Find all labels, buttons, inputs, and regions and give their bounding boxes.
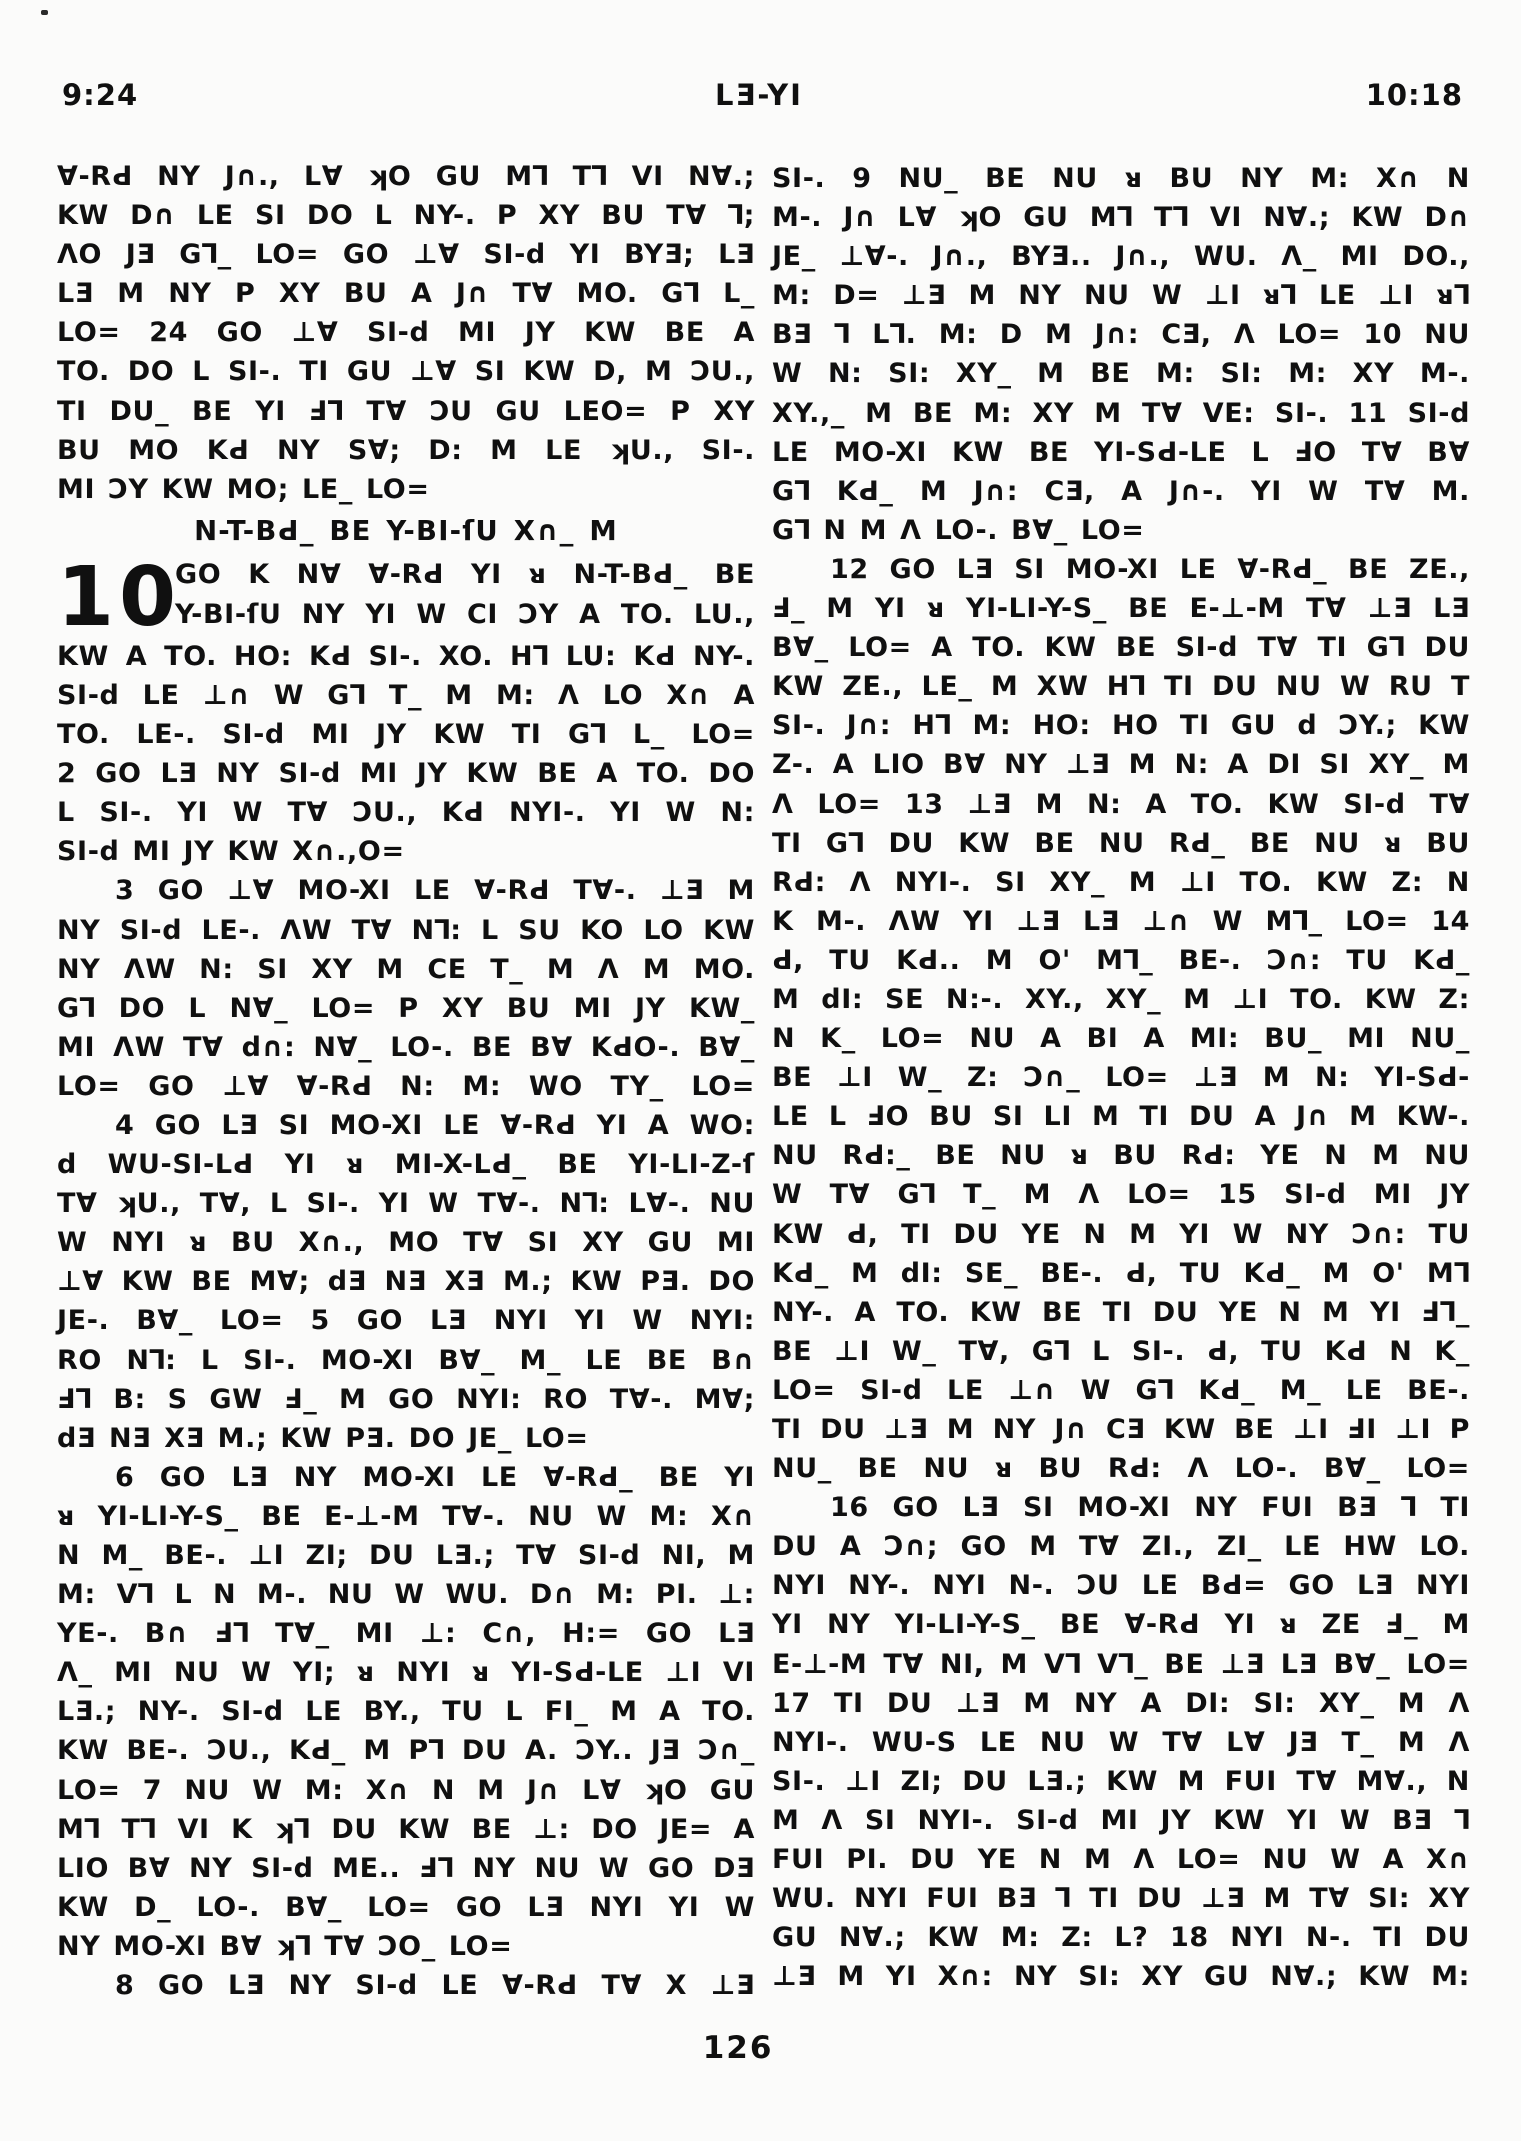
text-line: W T∀ G⅂ T_ M Λ LO= 15 SI-d MI JY	[772, 1179, 1470, 1211]
verse-number: 14	[1431, 905, 1470, 937]
verse-number: 13	[904, 788, 944, 820]
scan-artifact-dot	[41, 10, 48, 15]
header-verse-ref-right: 10:18	[1365, 78, 1463, 112]
text-line: G⅂ KԀ_ M J∩: CƎ, A J∩-. YI W T∀ M.	[772, 475, 1470, 507]
text-line: LƎ.; NY-. SI-d LE BY., TU L FI_ M A TO.	[57, 1696, 755, 1728]
chapter-opening-lines	[175, 555, 755, 635]
chapter-number-drop-cap: 10	[57, 549, 182, 645]
text-line: G⅂ N M Λ LO-. B∀_ LO=	[772, 514, 1145, 546]
text-line: M⅂ T⅂ VI K ʞ⅂ DU KW BE ⊥: DO JE= A	[57, 1813, 755, 1845]
text-line: MI ƆY KW MO; LE_ LO=	[57, 473, 430, 505]
text-line: XY.,_ M BE M: XY M T∀ VE: SI-. 11 SI-d	[772, 397, 1470, 429]
text-line: NYI-. WU-S LE NU W T∀ L∀ JƎ T_ M Λ	[772, 1726, 1470, 1758]
text-line: KW BE-. ƆU., KԀ_ M P⅂ DU A. ƆY.. JƎ Ɔ∩_	[57, 1735, 755, 1767]
text-line: 4 GO LƎ SI MO-XI LE ∀-RԀ YI A WO:	[115, 1109, 755, 1141]
text-line: 6 GO LƎ NY MO-XI LE ∀-RԀ_ BE YI	[115, 1461, 755, 1493]
chapter-block	[57, 549, 755, 645]
text-line: Y-BI-ſU NY YI W CI ƆY A TO. LU.,	[175, 598, 755, 630]
text-line: ⊥Ǝ M YI X∩: NY SI: XY GU N∀.; KW M:	[772, 1961, 1470, 1993]
text-line: W N: SI: XY_ M BE M: SI: M: XY M-.	[772, 358, 1470, 390]
verse-number: 9	[852, 163, 872, 194]
text-line: KW A TO. HO: KԀ SI-. XO. H⅂ LU: KԀ NY-.	[57, 640, 755, 672]
text-line: LIO B∀ NY SI-d ME.. Ⅎ⅂ NY NU W GO DƎ	[57, 1852, 755, 1884]
text-line: BE ⊥I W_ Z: Ɔ∩_ LO= ⊥Ǝ M N: YI-SԀ-	[772, 1062, 1470, 1094]
text-line: GO K N∀ ∀-RԀ YI ᴚ N-T-BԀ_ BE	[175, 558, 755, 590]
text-line: LE L ℲO BU SI LI M TI DU A J∩ M KW-.	[772, 1101, 1470, 1133]
text-line: N K_ LO= NU A BI A MI: BU_ MI NU_	[772, 1023, 1470, 1055]
text-line: NU_ BE NU ᴚ BU RԀ: Λ LO-. B∀_ LO=	[772, 1453, 1470, 1485]
text-line: NYI NY-. NYI N-. ƆU LE BԀ= GO LƎ NYI	[772, 1570, 1470, 1602]
text-line: M Λ SI NYI-. SI-d MI JY KW YI W BƎ ⅂	[772, 1804, 1470, 1836]
text-line: TO. DO L SI-. TI GU ⊥∀ SI KW D, M ƆU.,	[57, 356, 755, 388]
text-line: BƎ ⅂ L⅂. M: D M J∩: CƎ, Λ LO= 10 NU	[772, 319, 1470, 351]
text-line: 16 GO LƎ SI MO-XI NY FUI BƎ ⅂ TI	[830, 1492, 1470, 1524]
verse-number: 8	[115, 1970, 135, 2002]
text-line: Z-. A LIO B∀ NY ⊥Ǝ M N: A DI SI XY_ M	[772, 749, 1470, 781]
text-line: GU N∀.; KW M: Z: L? 18 NYI N-. TI DU	[772, 1922, 1470, 1954]
text-line: LO= 24 GO ⊥∀ SI-d MI JY KW BE A	[57, 317, 755, 349]
text-line: LƎ M NY P XY BU A J∩ T∀ MO. G⅂ L_	[57, 278, 755, 310]
text-line: W NYI ᴚ BU X∩., MO T∀ SI XY GU MI	[57, 1227, 755, 1259]
text-line: 17 TI DU ⊥Ǝ M NY A DI: SI: XY_ M Λ	[772, 1687, 1470, 1719]
verse-number: 16	[830, 1492, 869, 1524]
text-line: SI-d LE ⊥∩ W G⅂ T_ M M: Λ LO X∩ A	[57, 679, 755, 711]
verse-number: 5	[310, 1305, 330, 1337]
text-line: K M-. ΛW YI ⊥Ǝ LƎ ⊥∩ W M⅂_ LO= 14	[772, 905, 1470, 937]
text-line: LO= SI-d LE ⊥∩ W G⅂ KԀ_ M_ LE BE-.	[772, 1374, 1470, 1406]
text-line: SI-. ⊥I ZI; DU LƎ.; KW M FUI T∀ M∀., N	[772, 1765, 1470, 1797]
verse-number: 2	[57, 758, 77, 790]
left-body-paragraphs	[57, 637, 755, 2005]
text-line: RԀ: Λ NYI-. SI XY_ M ⊥I TO. KW Z: N	[772, 866, 1470, 898]
verse-number: 3	[115, 875, 135, 907]
verse-number: 11	[1348, 397, 1388, 429]
text-line: M dI: SE N:-. XY., XY_ M ⊥I TO. KW Z:	[772, 983, 1470, 1015]
text-line: Ⅎ_ M YI ᴚ YI-LI-Y-S_ BE E-⊥-M T∀ ⊥Ǝ LƎ	[772, 593, 1470, 625]
text-line: YI NY YI-LI-Y-S_ BE ∀-RԀ YI ᴚ ZE Ⅎ_ M	[772, 1609, 1470, 1641]
verse-number: 12	[830, 553, 869, 585]
text-line: KW Ԁ, TI DU YE N M YI W NY Ɔ∩: TU	[772, 1218, 1470, 1250]
text-line: N M_ BE-. ⊥I ZI; DU LƎ.; T∀ SI-d NI, M	[57, 1540, 755, 1571]
text-line: MI ΛW T∀ d∩: N∀_ LO-. BE B∀ KԀO-. B∀_	[57, 1031, 755, 1063]
section-heading: N-T-BԀ_ BE Y-BI-ſU X∩_ M	[194, 514, 618, 547]
text-line: T∀ ʞU., T∀, L SI-. YI W T∀-. N⅂: L∀-. NU	[57, 1188, 755, 1220]
verse-number: 17	[772, 1687, 811, 1719]
verse-number: 6	[115, 1461, 135, 1493]
text-line: WU. NYI FUI BƎ ⅂ TI DU ⊥Ǝ M T∀ SI: XY	[772, 1883, 1470, 1915]
text-line: DU A Ɔ∩; GO M T∀ ZI., ZI_ LE HW LO.	[772, 1531, 1470, 1563]
text-line: BE ⊥I W_ T∀, G⅂ L SI-. Ԁ, TU KԀ N K_	[772, 1335, 1470, 1367]
text-line: KW D∩ LE SI DO L NY-. P XY BU T∀ ⅂;	[57, 200, 755, 232]
text-line: Λ LO= 13 ⊥Ǝ M N: A TO. KW SI-d T∀	[772, 788, 1470, 820]
text-line: KW ZE., LE_ M XW H⅂ TI DU NU W RU T	[772, 671, 1470, 703]
text-line: FUI PI. DU YE N M Λ LO= NU W A X∩	[772, 1844, 1470, 1876]
text-line: 8 GO LƎ NY SI-d LE ∀-RԀ T∀ X ⊥Ǝ	[115, 1970, 755, 2002]
text-line: LO= 7 NU W M: X∩ N M J∩ L∀ ʞO GU	[57, 1774, 755, 1806]
text-line: M-. J∩ L∀ ʞO GU M⅂ T⅂ VI N∀.; KW D∩	[772, 202, 1470, 234]
text-line: ⊥∀ KW BE M∀; dƎ NƎ XƎ M.; KW PƎ. DO	[57, 1266, 755, 1298]
text-line: LO= GO ⊥∀ ∀-RԀ N: M: WO TY_ LO=	[57, 1070, 755, 1102]
text-line: 3 GO ⊥∀ MO-XI LE ∀-RԀ T∀-. ⊥Ǝ M	[115, 875, 755, 907]
text-line: BU MO KԀ NY S∀; D: M LE ʞU., SI-.	[57, 434, 755, 466]
text-line: SI-. J∩: H⅂ M: HO: HO TI GU d ƆY.; KW	[772, 710, 1470, 742]
text-line: NY SI-d LE-. ΛW T∀ N⅂: L SU KO LO KW	[57, 914, 755, 946]
text-line: KW D_ LO-. B∀_ LO= GO LƎ NYI YI W	[57, 1891, 755, 1923]
text-line: L SI-. YI W T∀ ƆU., KԀ NYI-. YI W N:	[57, 797, 755, 829]
text-line: dƎ NƎ XƎ M.; KW PƎ. DO JE_ LO=	[57, 1422, 589, 1454]
text-line: Ⅎ⅂ B: S GW Ⅎ_ M GO NYI: RO T∀-. M∀;	[57, 1383, 755, 1415]
header-book-title: LƎ-YI	[715, 78, 803, 112]
column-left	[57, 157, 755, 2005]
page-footer	[0, 2030, 1521, 2070]
text-line: ∀-RԀ NY J∩., L∀ ʞO GU M⅂ T⅂ VI N∀.;	[57, 161, 755, 192]
verse-number: 7	[142, 1774, 163, 1806]
verse-number: 10	[1363, 319, 1403, 351]
text-line: TO. LE-. SI-d MI JY KW TI G⅂ L_ LO=	[57, 719, 755, 751]
text-line: NY ΛW N: SI XY M CE T_ M Λ M MO.	[57, 953, 755, 985]
verse-number: 18	[1169, 1922, 1209, 1954]
text-line: d WU-SI-LԀ YI ᴚ MI-X-LԀ_ BE YI-LI-Z-ſ	[57, 1149, 755, 1181]
text-line: NY-. A TO. KW BE TI DU YE N M YI Ⅎ⅂_	[772, 1296, 1470, 1328]
text-line: Λ_ MI NU W YI; ᴚ NYI ᴚ YI-SԀ-LE ⊥I VI	[57, 1657, 755, 1689]
text-line: G⅂ DO L N∀_ LO= P XY BU MI JY KW_	[57, 992, 755, 1024]
text-line: E-⊥-M T∀ NI, M V⅂ V⅂_ BE ⊥Ǝ LƎ B∀_ LO=	[772, 1648, 1470, 1680]
page-header	[62, 78, 1463, 114]
page-number: 126	[702, 2030, 774, 2066]
text-line: LE MO-XI KW BE YI-SԀ-LE L ℲO T∀ B∀	[772, 436, 1470, 468]
text-line: JE_ ⊥∀-. J∩., BYƎ.. J∩., WU. Λ_ MI DO.,	[772, 241, 1470, 273]
text-line: RO N⅂: L SI-. MO-XI B∀_ M_ LE BE B∩	[57, 1344, 755, 1376]
text-line: Ԁ, TU KԀ.. M O' M⅂_ BE-. Ɔ∩: TU KԀ_	[772, 944, 1470, 976]
verse-number: 15	[1218, 1179, 1257, 1211]
text-line: NY MO-XI B∀ ʞ⅂ T∀ ƆO_ LO=	[57, 1930, 513, 1962]
text-line: ΛO JƎ G⅂_ LO= GO ⊥∀ SI-d YI BYƎ; LƎ	[57, 239, 755, 271]
text-line: YE-. B∩ Ⅎ⅂ T∀_ MI ⊥: C∩, H:= GO LƎ	[57, 1618, 755, 1650]
text-line: SI-. 9 NU_ BE NU ᴚ BU NY M: X∩ N	[772, 163, 1470, 194]
text-line: ᴚ YI-LI-Y-S_ BE E-⊥-M T∀-. NU W M: X∩	[57, 1500, 755, 1532]
left-pre-paragraph	[57, 157, 755, 509]
text-line: B∀_ LO= A TO. KW BE SI-d T∀ TI G⅂ DU	[772, 632, 1470, 664]
text-line: SI-d MI JY KW X∩.,O=	[57, 836, 405, 868]
text-line: M: D= ⊥Ǝ M NY NU W ⊥I ᴚ⅂ LE ⊥I ᴚ⅂	[772, 280, 1470, 312]
verse-number: 24	[149, 317, 189, 349]
text-line: TI DU ⊥Ǝ M NY J∩ CƎ KW BE ⊥I ℲI ⊥I P	[772, 1414, 1470, 1445]
verse-number: 4	[115, 1109, 135, 1141]
column-right	[772, 159, 1470, 1996]
text-line: 2 GO LƎ NY SI-d MI JY KW BE A TO. DO	[57, 758, 755, 790]
header-verse-ref-left: 9:24	[62, 78, 139, 112]
text-line: KԀ_ M dI: SE_ BE-. Ԁ, TU KԀ_ M O' M⅂	[772, 1257, 1470, 1289]
text-line: TI DU_ BE YI Ⅎ⅂ T∀ ƆU GU LEO= P XY	[57, 395, 755, 427]
text-line: TI G⅂ DU KW BE NU RԀ_ BE NU ᴚ BU	[772, 827, 1470, 859]
right-body-paragraphs	[772, 159, 1470, 1996]
text-line: JE-. B∀_ LO= 5 GO LƎ NYI YI W NYI:	[57, 1305, 756, 1337]
text-line: M: V⅂ L N M-. NU W WU. D∩ M: PI. ⊥:	[57, 1579, 755, 1611]
text-line: 12 GO LƎ SI MO-XI LE ∀-RԀ_ BE ZE.,	[830, 553, 1470, 585]
text-line: NU RԀ:_ BE NU ᴚ BU RԀ: YE N M NU	[772, 1140, 1470, 1172]
